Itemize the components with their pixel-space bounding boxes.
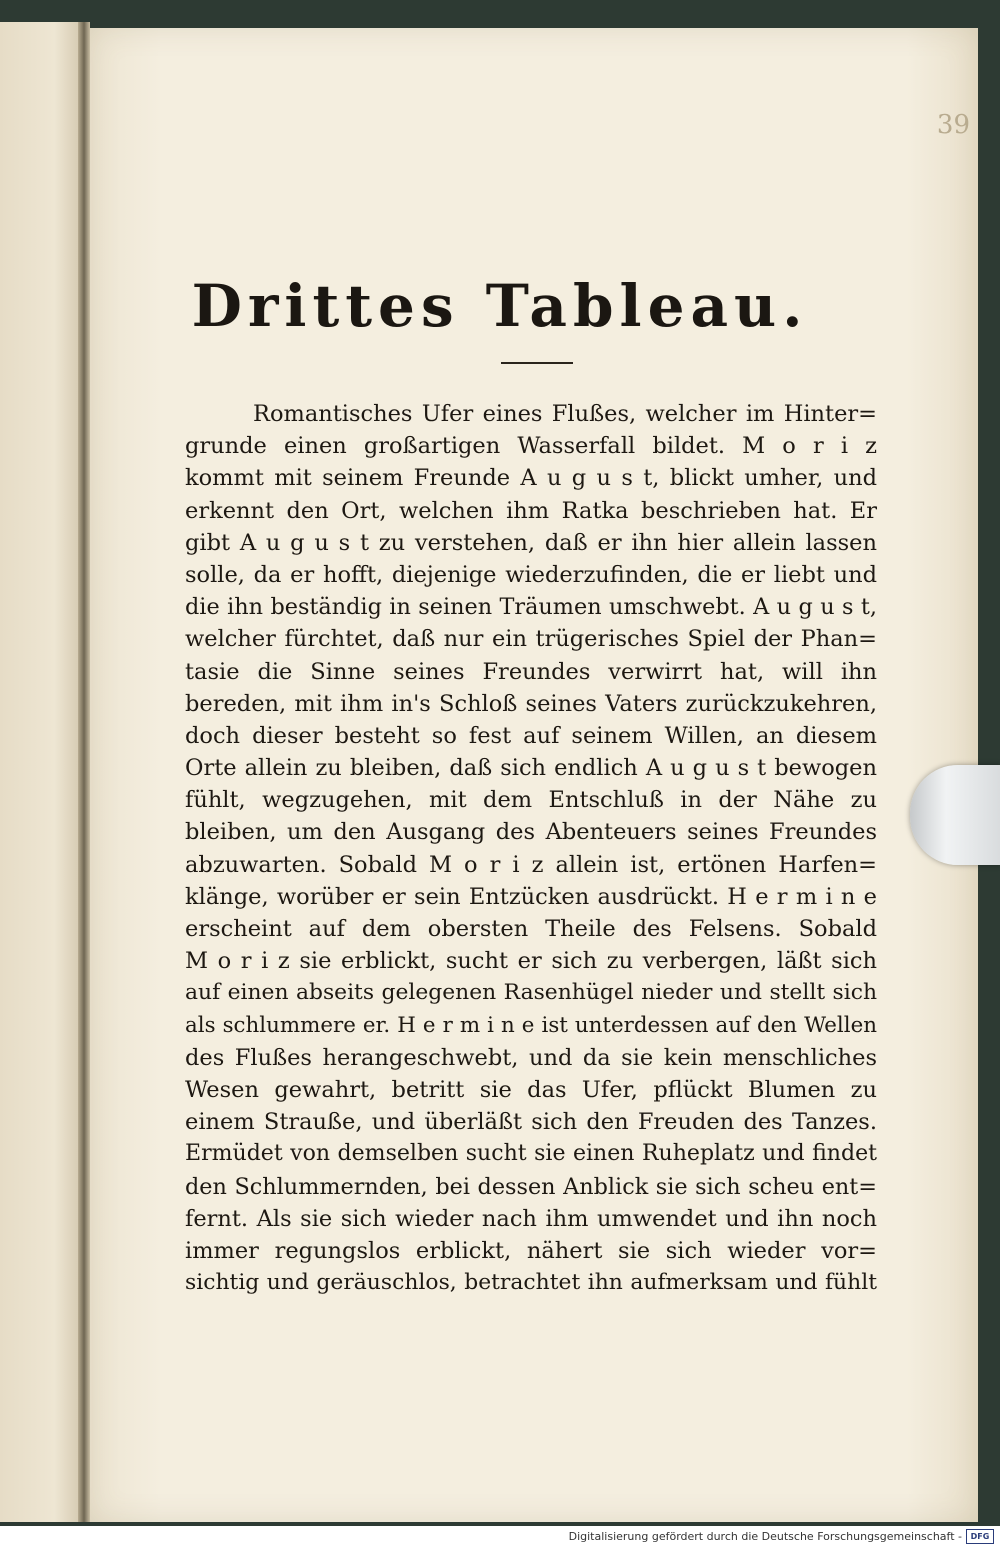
text-line: abzuwarten. Sobald M o r i z allein ist, ertönen Harfen=	[185, 851, 877, 878]
text-line: immer regungslos erblickt, nähert sie sich wieder vor=	[185, 1237, 877, 1264]
text-line: grunde einen großartigen Wasserfall bildet. M o r i z	[185, 433, 877, 460]
text-line: fühlt, wegzugehen, mit dem Entschluß in der Nähe zu	[185, 787, 877, 814]
text-line: doch dieser besteht so fest auf seinem Willen, an diesem	[185, 722, 877, 749]
page-clip	[910, 765, 1000, 865]
page-number: 39	[936, 110, 970, 140]
text-line: die ihn beständig in seinen Träumen umschwebt. A u g u s t,	[185, 594, 877, 621]
title-divider	[501, 362, 573, 364]
dfg-logo-icon: DFG	[966, 1529, 994, 1544]
text-line: M o r i z sie erblickt, sucht er sich zu verbergen, läßt sich	[185, 948, 877, 975]
chapter-title: Drittes Tableau.	[191, 272, 809, 340]
body-text	[185, 398, 877, 1299]
footer-bar	[0, 1526, 1000, 1548]
text-line: den Schlummernden, bei dessen Anblick sie sich scheu ent=	[185, 1173, 877, 1200]
text-line: solle, da er hofft, diejenige wiederzufinden, die er liebt und	[185, 561, 877, 588]
text-line: tasie die Sinne seines Freundes verwirrt hat, will ihn	[185, 658, 877, 685]
text-line: Wesen gewahrt, betritt sie das Ufer, pflückt Blumen zu	[185, 1076, 877, 1103]
text-line: klänge, worüber er sein Entzücken ausdrückt. H e r m i n e	[185, 883, 877, 910]
text-line: als schlummere er. H e r m i n e ist unterdessen auf den Wellen	[185, 1012, 877, 1038]
text-line: des Flußes herangeschwebt, und da sie kein menschliches	[185, 1044, 877, 1071]
text-line: bereden, mit ihm in's Schloß seines Vaters zurückzukehren,	[185, 690, 877, 717]
text-line: auf einen abseits gelegenen Rasenhügel nieder und stellt sich	[185, 980, 877, 1006]
text-line: kommt mit seinem Freunde A u g u s t, blickt umher, und	[185, 465, 877, 492]
text-line: erkennt den Ort, welchen ihm Ratka beschrieben hat. Er	[185, 497, 877, 524]
text-line: Ermüdet von demselben sucht sie einen Ruheplatz und findet	[185, 1141, 877, 1167]
left-page-edge	[0, 22, 78, 1522]
text-line: sichtig und geräuschlos, betrachtet ihn aufmerksam und fühlt	[185, 1270, 877, 1296]
text-line: fernt. Als sie sich wieder nach ihm umwendet und ihn noch	[185, 1205, 877, 1232]
text-line: welcher fürchtet, daß nur ein trügerisches Spiel der Phan=	[185, 626, 877, 653]
text-line: erscheint auf dem obersten Theile des Felsens. Sobald	[185, 916, 877, 942]
text-line: Orte allein zu bleiben, daß sich endlich A u g u s t bewogen	[185, 755, 877, 782]
text-line: einem Strauße, und überläßt sich den Freuden des Tanzes.	[185, 1109, 877, 1136]
book-gutter	[78, 22, 90, 1522]
funding-credit: Digitalisierung gefördert durch die Deutsche Forschungsgemeinschaft -	[568, 1530, 962, 1543]
text-line: Romantisches Ufer eines Flußes, welcher im Hinter=	[253, 401, 877, 427]
text-line: bleiben, um den Ausgang des Abenteuers seines Freundes	[185, 819, 877, 846]
text-line: gibt A u g u s t zu verstehen, daß er ihn hier allein lassen	[185, 529, 877, 556]
